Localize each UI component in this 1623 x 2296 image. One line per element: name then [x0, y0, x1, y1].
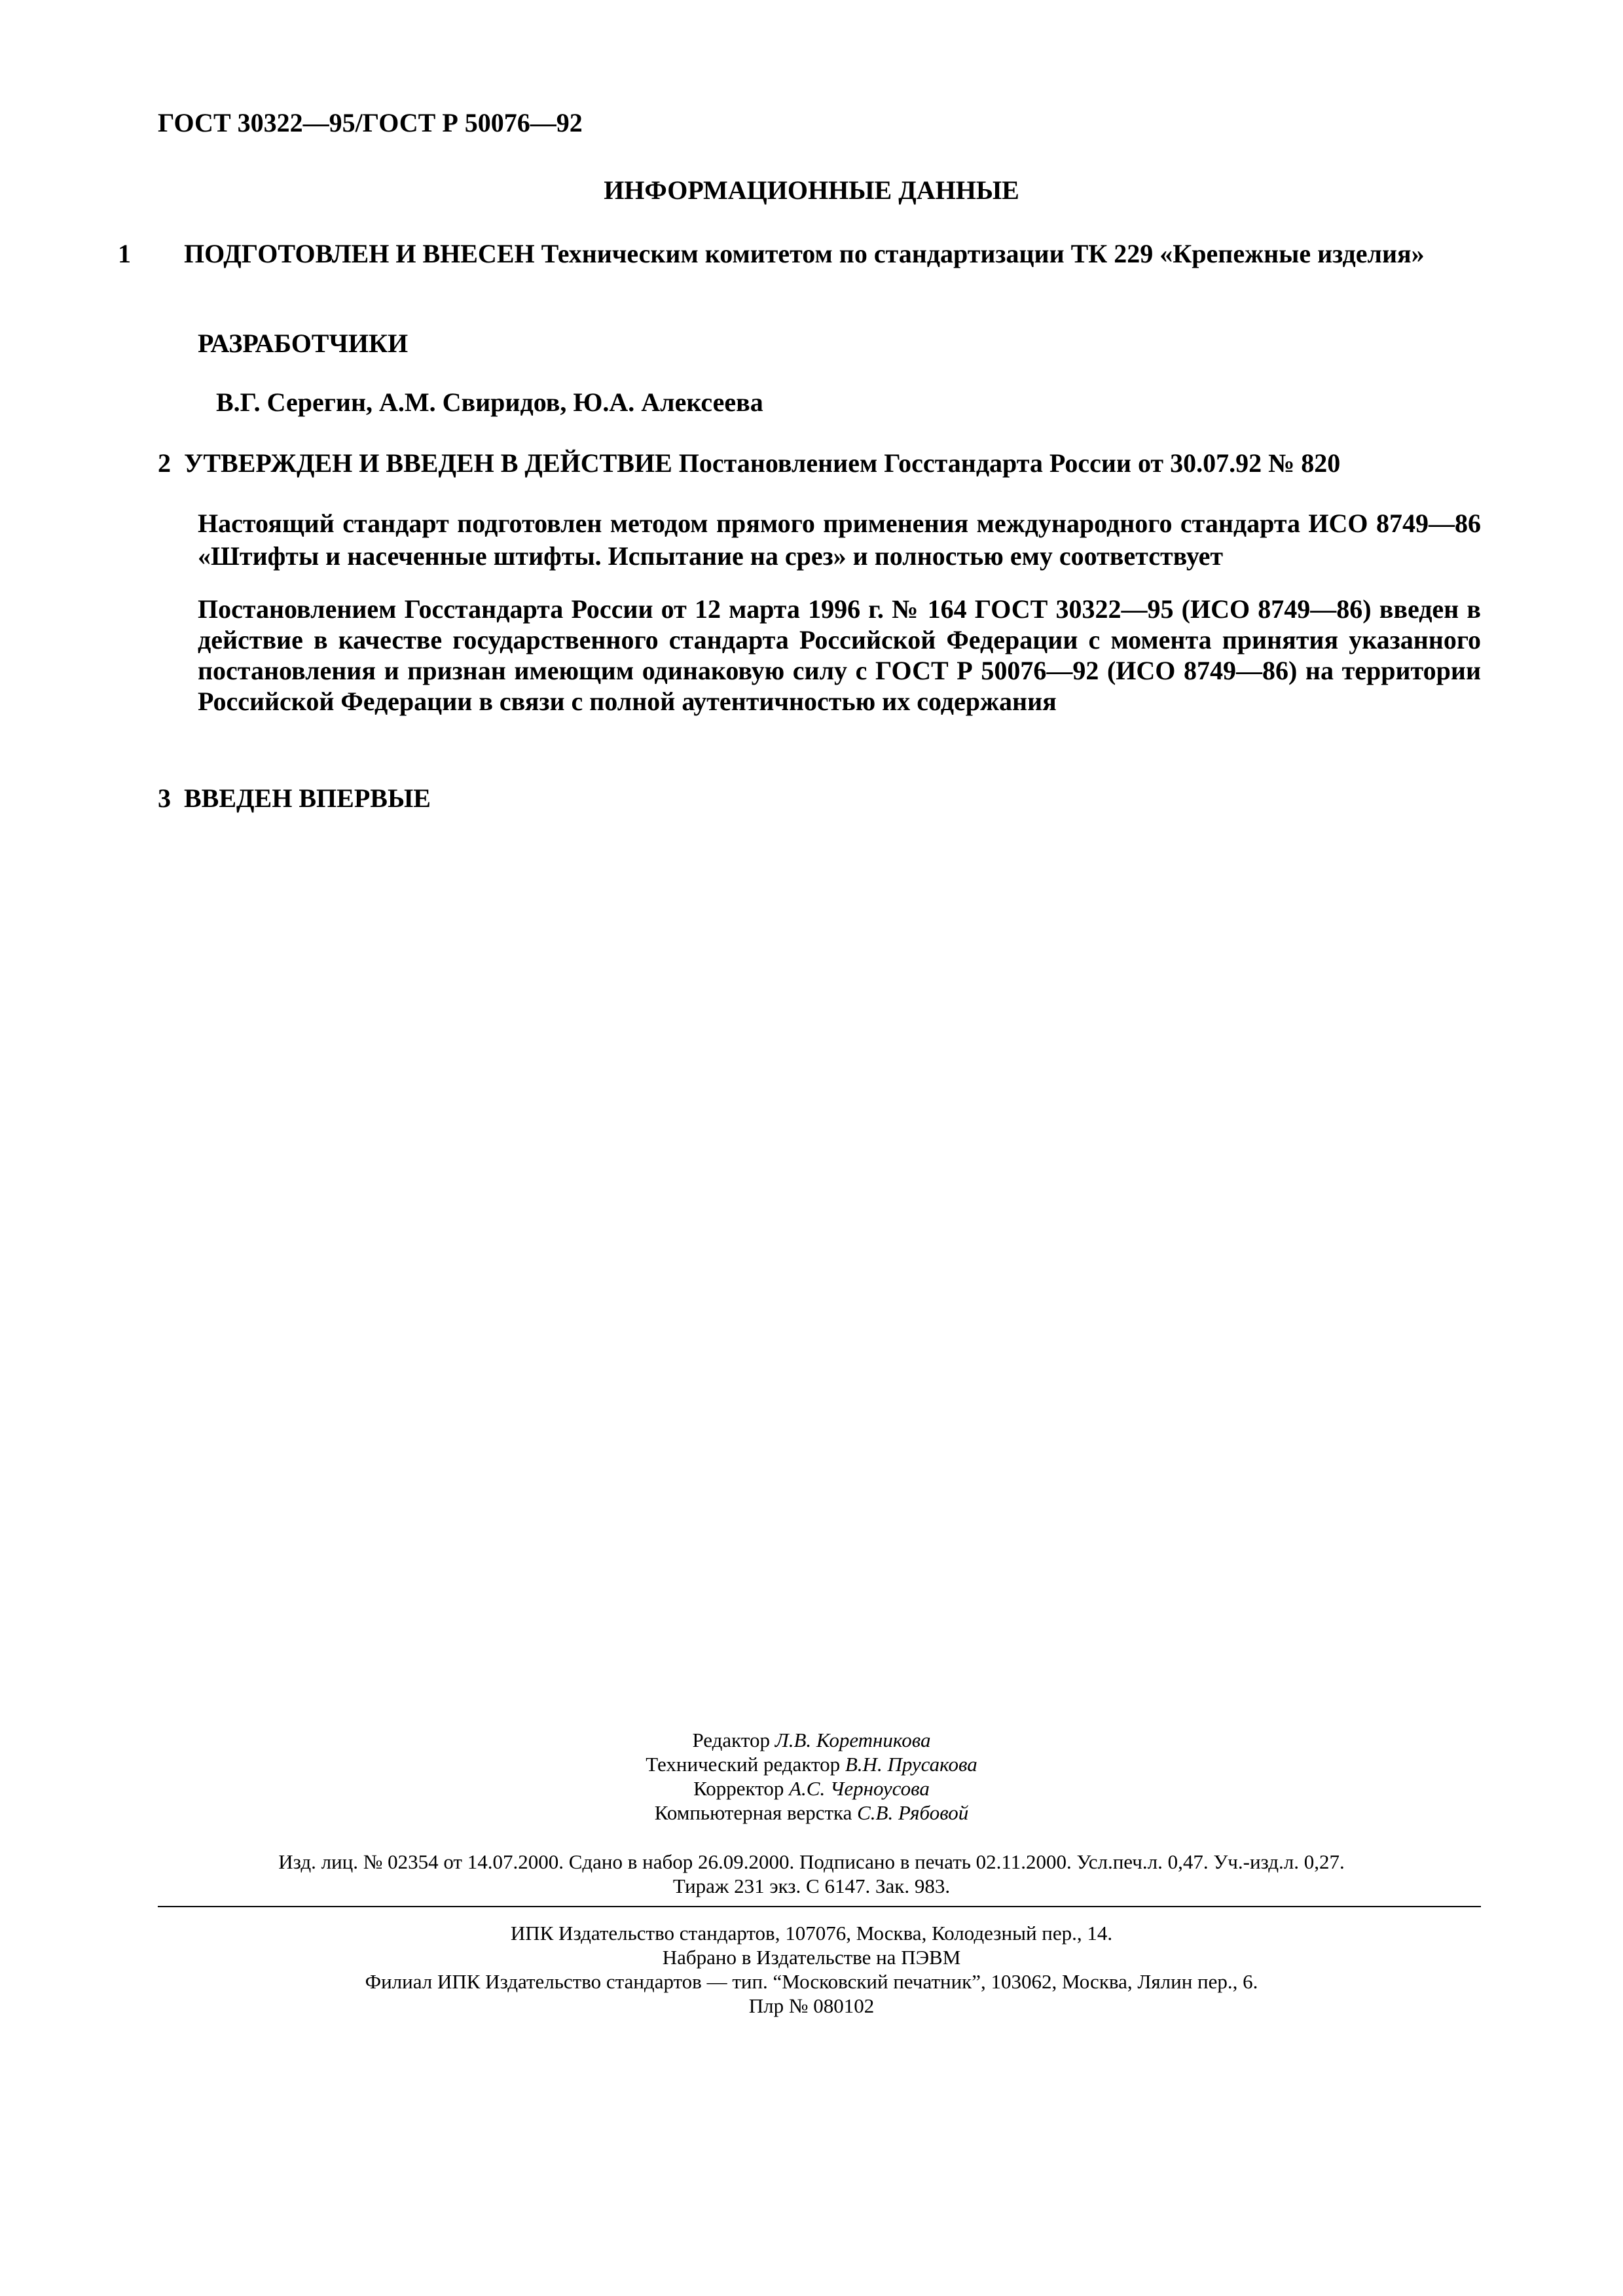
item-2-number: 2 [158, 448, 171, 478]
credit-corrector-label: Корректор [693, 1777, 784, 1800]
item-1-text: Техническим комитетом по стандартизации ТК 229 «Крепежные изделия» [541, 239, 1425, 268]
credit-editor-name: Л.В. Коретникова [775, 1729, 931, 1751]
item-1-number: 1 [118, 239, 131, 268]
developers-heading: РАЗРАБОТЧИКИ [198, 329, 409, 358]
credits-block [0, 1728, 1623, 1825]
credit-tech-editor-label: Технический редактор [646, 1753, 841, 1776]
publisher-line-3: Филиал ИПК Издательство стандартов — тип. “Московский печатник”, 103062, Москва, Лялин пер., 6. [365, 1970, 1258, 1993]
credit-layout-name: С.В. Рябовой [857, 1801, 969, 1824]
credit-layout [0, 1801, 1623, 1825]
credit-corrector-name: А.С. Черноусова [789, 1777, 930, 1800]
publisher-block [0, 1921, 1623, 2018]
imprint-line-2: Тираж 231 экз. С 6147. Зак. 983. [672, 1874, 951, 1897]
publisher-line-2: Набрано в Издательстве на ПЭВМ [662, 1946, 961, 1969]
credit-tech-editor [0, 1752, 1623, 1776]
credit-editor-label: Редактор [692, 1729, 770, 1751]
credit-editor [0, 1728, 1623, 1752]
section-title: ИНФОРМАЦИОННЫЕ ДАННЫЕ [604, 175, 1019, 205]
item-2-text: Постановлением Госстандарта России от 30.07.92 № 820 [678, 448, 1341, 478]
item-2 [158, 447, 1481, 480]
imprint-line-1: Изд. лиц. № 02354 от 14.07.2000. Сдано в набор 26.09.2000. Подписано в печать 02.11.2000. Усл.печ.л. 0,47. Уч.-изд.л. 0,27. [278, 1850, 1345, 1873]
item-3-number: 3 [158, 783, 171, 813]
item-3-lead: ВВЕДЕН ВПЕРВЫЕ [184, 783, 431, 813]
item-1 [118, 238, 1521, 270]
divider-line [158, 1906, 1481, 1907]
paragraph-iso: Настоящий стандарт подготовлен методом прямого применения международного стандарта ИСО 8749—86 «Штифты и насеченные штифты. Испытание на срез» и полностью ему соответствует [198, 509, 1481, 571]
credit-tech-editor-name: В.Н. Прусакова [845, 1753, 977, 1776]
document-code: ГОСТ 30322—95/ГОСТ Р 50076—92 [158, 108, 583, 137]
paragraph-decree: Постановлением Госстандарта России от 12 марта 1996 г. № 164 ГОСТ 30322—95 (ИСО 8749—86) введен в действие в качестве государственного стандарта Российской Федерации с момента принятия указанного постановления и признан имеющим одинаковую силу с ГОСТ Р 50076—92 (ИСО 8749—86) на территории Российской Федерации в связи с полной аутентичностью их содержания [198, 594, 1481, 716]
item-2-lead: УТВЕРЖДЕН И ВВЕДЕН В ДЕЙСТВИЕ [184, 448, 672, 478]
credit-corrector [0, 1776, 1623, 1801]
credit-layout-label: Компьютерная верстка [654, 1801, 852, 1824]
item-3 [158, 782, 1481, 815]
publisher-line-4: Плр № 080102 [748, 1994, 875, 2017]
item-1-lead: ПОДГОТОВЛЕН И ВНЕСЕН [184, 239, 535, 268]
developers-names: В.Г. Серегин, А.М. Свиридов, Ю.А. Алексеева [216, 387, 763, 417]
imprint-block [0, 1850, 1623, 1898]
publisher-line-1: ИПК Издательство стандартов, 107076, Москва, Колодезный пер., 14. [510, 1922, 1113, 1945]
